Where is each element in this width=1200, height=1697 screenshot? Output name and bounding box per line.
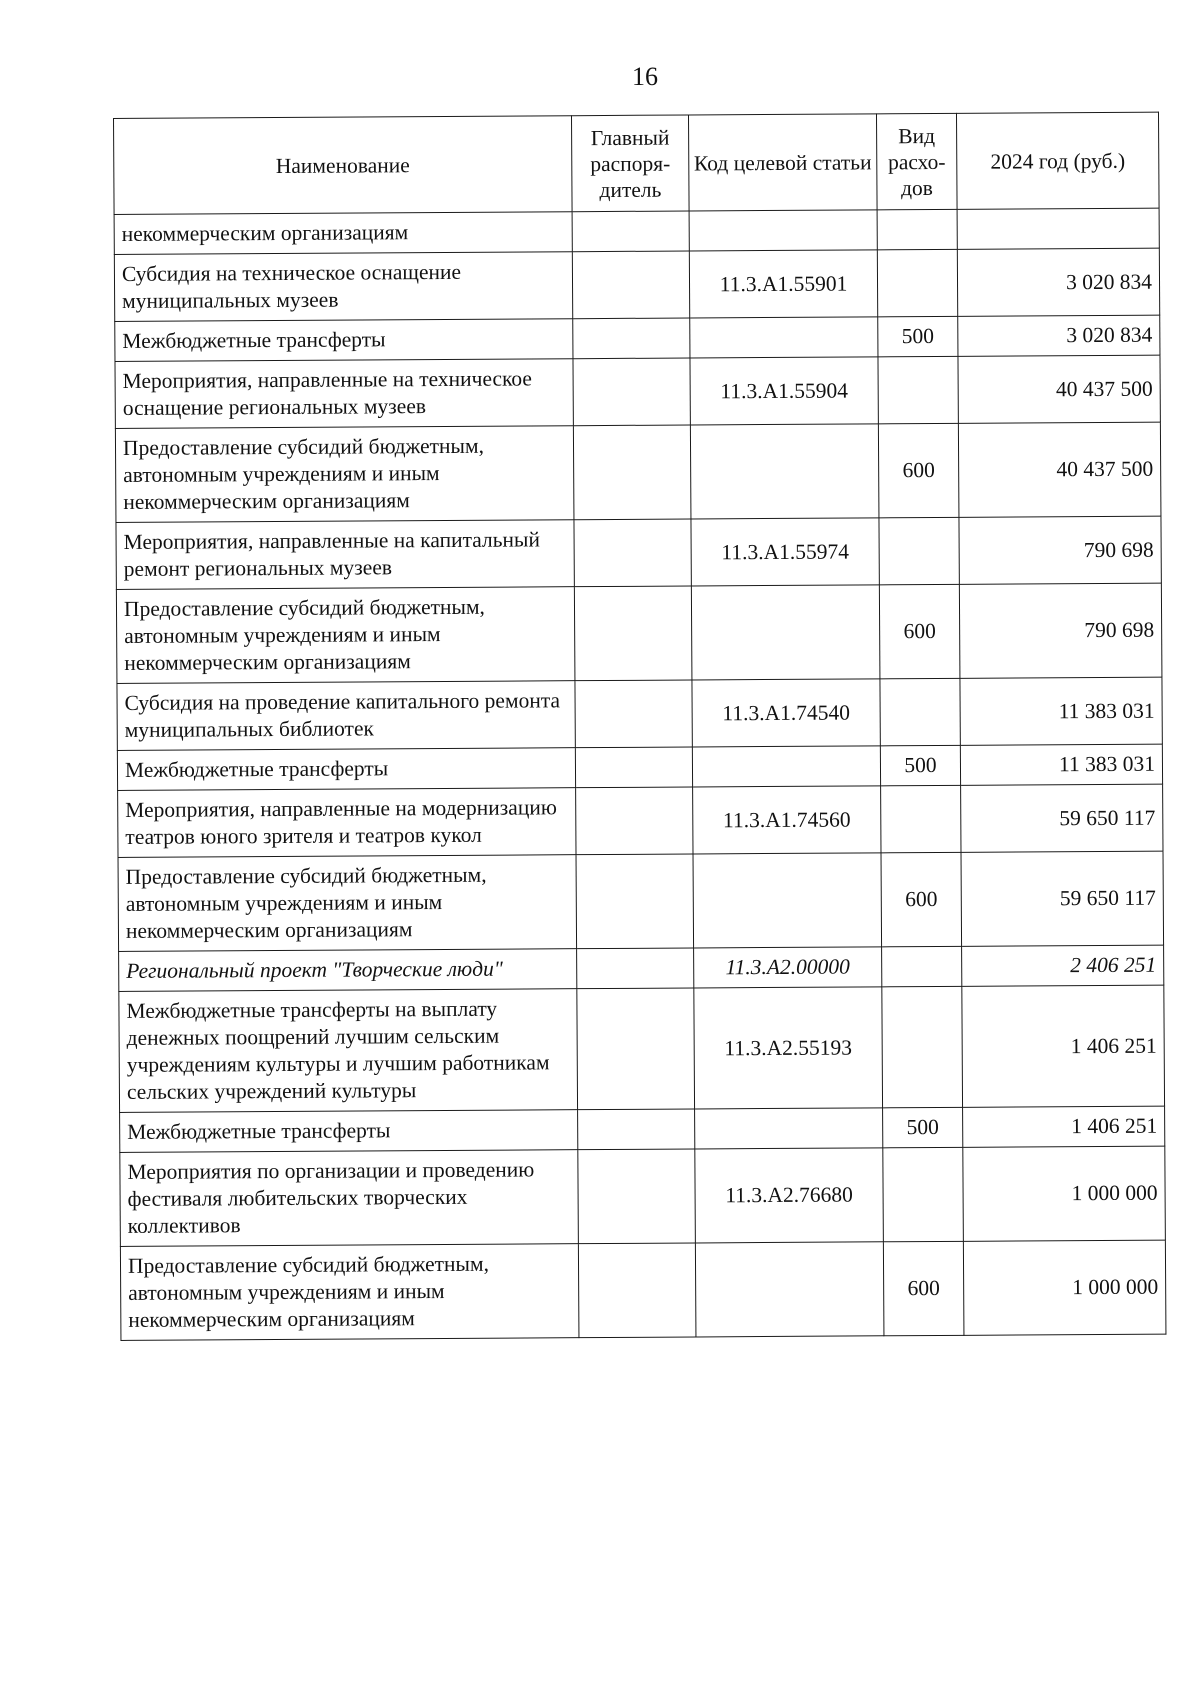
table-row (120, 1106, 1165, 1152)
cell-code (690, 424, 879, 519)
table-row (114, 208, 1159, 254)
cell-code (691, 585, 880, 680)
cell-kind: 600 (883, 1241, 964, 1335)
cell-kind (882, 986, 963, 1107)
cell-admin (578, 1149, 696, 1244)
cell-name: Мероприятия, направленные на техническое оснащение региональных музеев (115, 359, 573, 429)
cell-kind (883, 1147, 964, 1241)
header-admin: Главный распоря-дитель (571, 115, 689, 212)
cell-name: Предоставление субсидий бюджетным, автономным учреждениям и иным некоммерческим организациям (116, 587, 575, 684)
cell-admin (573, 318, 690, 359)
header-code: Код целевой статьи (688, 114, 877, 211)
cell-amount: 790 698 (959, 583, 1162, 678)
table-row (115, 355, 1160, 428)
cell-admin (578, 1109, 695, 1150)
cell-amount (957, 208, 1159, 249)
cell-admin (577, 988, 695, 1110)
header-amount: 2024 год (руб.) (956, 112, 1159, 209)
table-row (114, 248, 1159, 321)
cell-admin (572, 211, 689, 252)
cell-kind: 500 (880, 745, 960, 785)
header-kind: Вид расхо-дов (876, 113, 957, 209)
cell-code: 11.3.А1.74540 (692, 679, 880, 747)
table-header-row (114, 112, 1160, 214)
cell-name: Региональный проект "Творческие люди" (119, 949, 577, 992)
cell-kind (879, 517, 959, 584)
table-row (120, 1240, 1166, 1340)
cell-admin (572, 251, 689, 319)
cell-amount: 3 020 834 (957, 248, 1159, 316)
cell-code: 11.3.А1.55904 (690, 357, 878, 425)
table-row (115, 315, 1160, 361)
cell-name: Предоставление субсидий бюджетным, автономным учреждениям и иным некоммерческим организациям (118, 855, 577, 952)
cell-name: Межбюджетные трансферты (115, 319, 573, 362)
cell-code (690, 317, 878, 358)
cell-amount: 3 020 834 (958, 315, 1160, 356)
table-row (118, 851, 1164, 951)
cell-code (695, 1242, 884, 1337)
cell-kind (880, 678, 960, 745)
table-body (114, 208, 1166, 1340)
header-name: Наименование (114, 116, 573, 215)
cell-amount: 11 383 031 (960, 677, 1162, 745)
table-row (119, 945, 1164, 991)
cell-kind (881, 785, 961, 852)
table-row (118, 784, 1163, 857)
cell-code: 11.3.А2.55193 (694, 987, 883, 1109)
cell-kind: 500 (883, 1107, 963, 1147)
cell-name: Мероприятия, направленные на капитальный ремонт региональных музеев (116, 520, 574, 590)
cell-admin (578, 1243, 696, 1338)
table-row (117, 677, 1162, 750)
cell-kind: 600 (878, 423, 959, 517)
cell-kind: 600 (879, 584, 960, 678)
cell-admin (573, 425, 691, 520)
cell-name: Субсидия на проведение капитального ремонта муниципальных библиотек (117, 681, 575, 751)
cell-admin (576, 854, 694, 949)
cell-admin (574, 586, 692, 681)
cell-amount: 1 406 251 (963, 1106, 1165, 1147)
table-row (116, 583, 1162, 683)
cell-amount: 11 383 031 (960, 744, 1162, 785)
cell-admin (575, 747, 692, 788)
cell-kind: 500 (878, 316, 958, 356)
cell-admin (574, 519, 691, 587)
cell-amount: 59 650 117 (961, 784, 1163, 852)
cell-kind (877, 209, 957, 249)
cell-admin (577, 948, 694, 989)
cell-admin (576, 787, 693, 855)
cell-amount: 2 406 251 (962, 945, 1164, 986)
table-row (120, 1146, 1166, 1246)
cell-kind (882, 946, 962, 986)
cell-code (689, 210, 877, 251)
cell-amount: 40 437 500 (958, 355, 1160, 423)
cell-code (695, 1108, 883, 1149)
cell-name: Межбюджетные трансферты (120, 1110, 578, 1153)
cell-code (692, 746, 880, 787)
cell-amount: 1 000 000 (963, 1146, 1166, 1241)
cell-amount: 40 437 500 (958, 422, 1161, 517)
cell-code: 11.3.А1.55974 (691, 518, 879, 586)
cell-name: Предоставление субсидий бюджетным, автономным учреждениям и иным некоммерческим организациям (115, 426, 574, 523)
cell-name: Субсидия на техническое оснащение муниципальных музеев (114, 252, 572, 322)
cell-code: 11.3.А1.74560 (693, 786, 881, 854)
cell-name: Межбюджетные трансферты на выплату денежных поощрений лучшим сельским учреждениям культуры и лучшим работникам сельских учреждений культуры (119, 989, 578, 1113)
table-row (119, 985, 1165, 1112)
cell-amount: 1 000 000 (963, 1240, 1166, 1335)
cell-amount: 59 650 117 (961, 851, 1164, 946)
budget-table (113, 112, 1166, 1341)
table-row (116, 516, 1161, 589)
cell-amount: 790 698 (959, 516, 1161, 584)
cell-name: Предоставление субсидий бюджетным, автономным учреждениям и иным некоммерческим организациям (120, 1244, 579, 1341)
cell-name: Мероприятия, направленные на модернизацию театров юного зрителя и театров кукол (118, 788, 576, 858)
cell-name: Межбюджетные трансферты (117, 748, 575, 791)
cell-kind (878, 356, 958, 423)
table-row (117, 744, 1162, 790)
cell-kind (877, 249, 957, 316)
cell-name: некоммерческим организациям (114, 212, 572, 255)
cell-admin (575, 680, 692, 748)
table-row (115, 422, 1161, 522)
cell-admin (573, 358, 690, 426)
page-number: 16 (632, 62, 658, 91)
cell-kind: 600 (881, 852, 962, 946)
cell-amount: 1 406 251 (962, 985, 1165, 1107)
cell-code: 11.3.А1.55901 (689, 250, 877, 318)
cell-code: 11.3.А2.00000 (694, 947, 882, 988)
cell-code (693, 853, 882, 948)
cell-name: Мероприятия по организации и проведению фестиваля любительских творческих коллективов (120, 1150, 579, 1247)
cell-code: 11.3.А2.76680 (695, 1148, 884, 1243)
